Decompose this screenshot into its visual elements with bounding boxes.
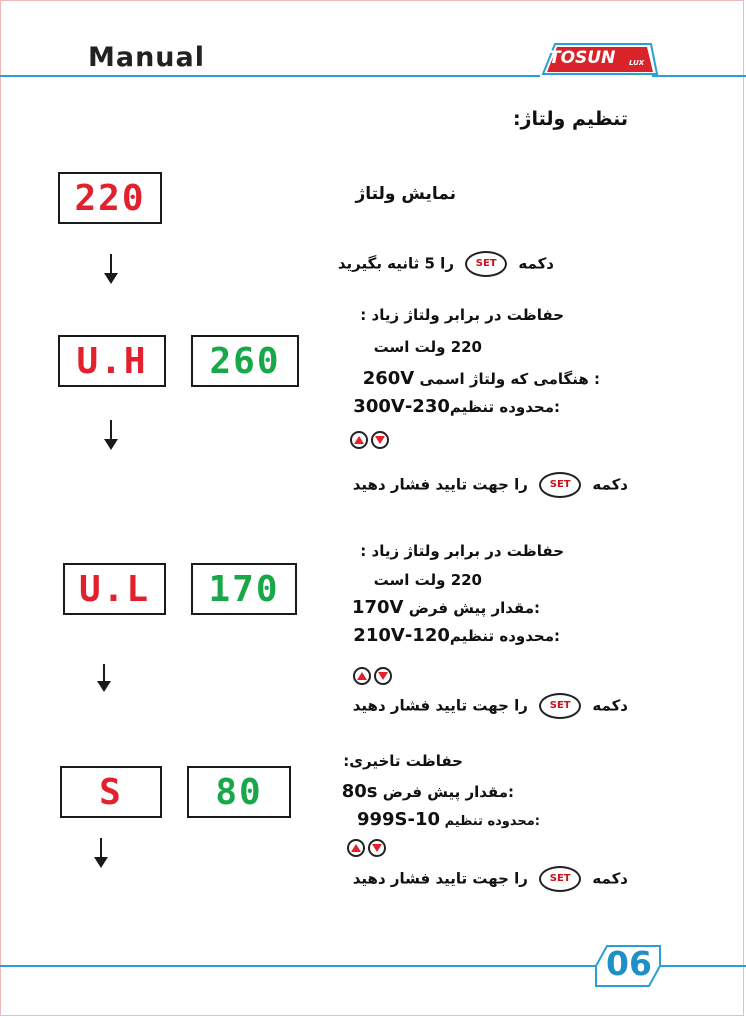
footer-rule-right xyxy=(660,965,746,967)
up-down-buttons xyxy=(353,667,392,685)
confirm-pre: دکمه xyxy=(592,869,628,888)
step3-line1: 220 ولت است xyxy=(373,571,482,589)
step2-line3 xyxy=(353,396,560,417)
confirm-pre: دکمه xyxy=(592,696,628,715)
confirm-pre: دکمه xyxy=(592,475,628,494)
step2-line2-text: : هنگامی که ولتاژ اسمی xyxy=(419,370,600,388)
step3-line2-value: 170V xyxy=(351,597,404,618)
step3-confirm xyxy=(353,693,628,719)
lcd-ul-value: 170 xyxy=(191,563,297,615)
step3-heading: حفاظت در برابر ولتاژ زیاد : xyxy=(360,542,564,560)
lcd-s-code: S xyxy=(60,766,162,818)
lcd-ul-code: U.L xyxy=(63,563,166,615)
step4-heading: حفاظت تاخیری: xyxy=(343,752,463,770)
instruction-post: را 5 ثانیه بگیرید xyxy=(337,254,454,273)
step2-line3-value: 230-300V xyxy=(353,396,450,417)
step1-label: نمایش ولتاژ xyxy=(355,184,456,204)
down-arrow-icon xyxy=(100,838,102,866)
step3-line2 xyxy=(352,597,540,618)
manual-title: Manual xyxy=(88,42,206,73)
logo-sub: LUX xyxy=(629,59,645,67)
set-button-icon: SET xyxy=(465,251,507,277)
down-triangle-icon xyxy=(374,667,392,685)
step4-line2 xyxy=(357,809,540,830)
instruction-pre: دکمه xyxy=(518,254,554,273)
down-arrow-icon xyxy=(110,254,112,282)
step4-line1-text: :مقدار پیش فرض xyxy=(382,783,514,801)
confirm-post: را جهت تایید فشار دهید xyxy=(352,869,528,888)
step2-line2 xyxy=(363,368,600,389)
step4-line1-value: 80s xyxy=(341,781,378,802)
set-button-icon: SET xyxy=(539,866,581,892)
page-number: 06 xyxy=(606,944,652,983)
lcd-uh-code: U.H xyxy=(58,335,166,387)
confirm-post: را جهت تایید فشار دهید xyxy=(352,696,528,715)
header-rule-right xyxy=(652,75,746,77)
lcd-voltage-display: 220 xyxy=(58,172,162,224)
step4-line2-text: :محدوده تنظیم xyxy=(444,814,540,829)
logo-text: TOSUN xyxy=(549,48,616,68)
footer-rule-left xyxy=(0,965,596,967)
step2-heading: حفاظت در برابر ولتاژ زیاد : xyxy=(360,306,564,324)
up-arrow-icon xyxy=(350,431,368,449)
up-arrow-icon xyxy=(347,839,365,857)
down-arrow-icon xyxy=(110,420,112,448)
step2-line3-text: :محدوده تنظیم xyxy=(449,398,560,416)
header-rule-left xyxy=(0,75,540,77)
step2-line2-value: 260V xyxy=(362,368,415,389)
up-down-buttons xyxy=(347,839,386,857)
step4-line1 xyxy=(342,781,514,802)
up-arrow-icon xyxy=(353,667,371,685)
step2-confirm xyxy=(353,472,628,498)
step3-line2-text: :مقدار پیش فرض xyxy=(408,599,540,617)
step1-instruction xyxy=(338,251,554,277)
lcd-uh-value: 260 xyxy=(191,335,299,387)
up-down-buttons xyxy=(350,431,389,449)
down-triangle-icon xyxy=(371,431,389,449)
step3-line3 xyxy=(353,625,560,646)
step4-line2-value: 10-999S xyxy=(356,809,441,830)
down-triangle-icon xyxy=(368,839,386,857)
brand-logo xyxy=(533,42,659,76)
section-title: تنظیم ولتاژ: xyxy=(512,108,628,130)
set-button-icon: SET xyxy=(539,693,581,719)
set-button-icon: SET xyxy=(539,472,581,498)
step4-confirm xyxy=(353,866,628,892)
step3-line3-value: 120-210V xyxy=(353,625,450,646)
confirm-post: را جهت تایید فشار دهید xyxy=(352,475,528,494)
lcd-s-value: 80 xyxy=(187,766,291,818)
step2-line1: 220 ولت است xyxy=(373,338,482,356)
step3-line3-text: :محدوده تنظیم xyxy=(449,627,560,645)
down-arrow-icon xyxy=(103,664,105,690)
